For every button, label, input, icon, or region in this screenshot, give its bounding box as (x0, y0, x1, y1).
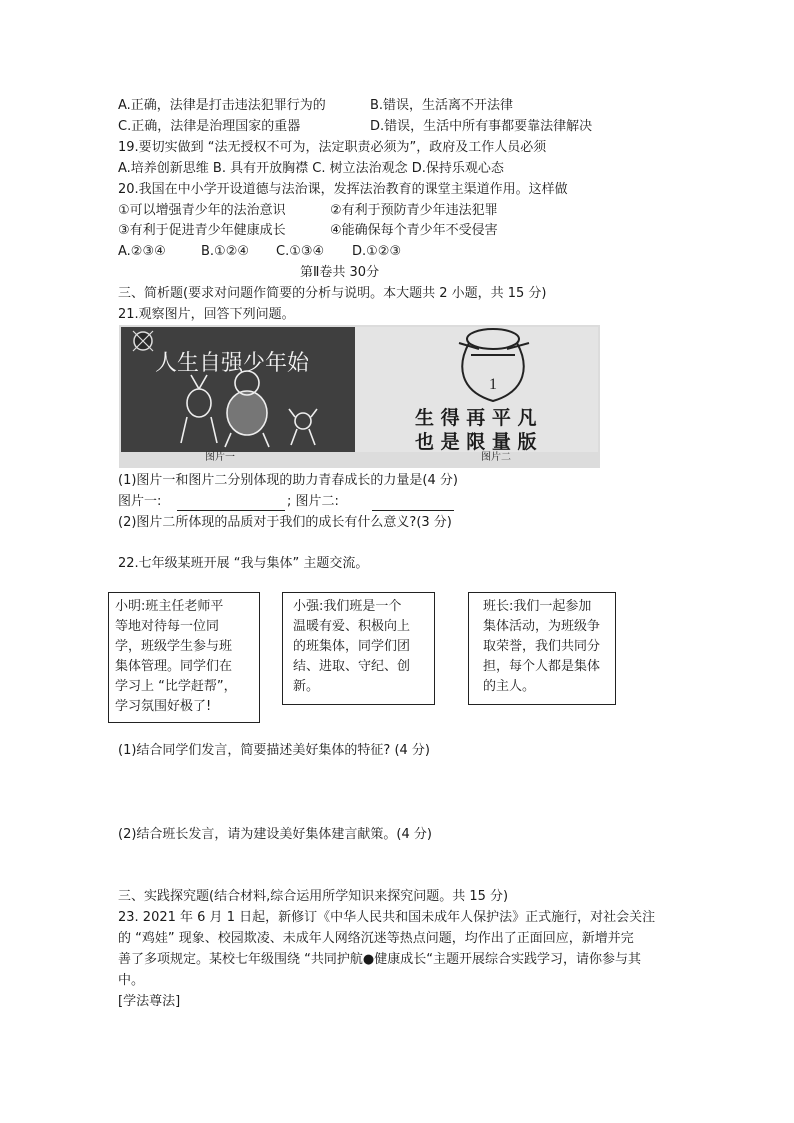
q20-choice-c: C.①③④ (276, 244, 325, 259)
q20-choice-b: B.①②④ (201, 244, 250, 259)
q23-line3: 善了多项规定。某校七年级围绕 “共同护航●健康成长“主题开展综合实践学习，请你参与其 (118, 952, 641, 967)
q23-line2: 的 “鸡娃” 现象、校园欺凌、未成年人网络沉迷等热点问题，均作出了正面回应，新增并完 (118, 931, 634, 946)
q21-blank2-label: ; 图片二: (287, 494, 339, 509)
picture2-line1: 生 得 再 平 凡 (415, 407, 537, 429)
section3b-title: 三、实践探究题(结合材料,综合运用所学知识来探究问题。共 15 分) (118, 889, 509, 904)
q21-stem: 21.观察图片，回答下列问题。 (118, 307, 295, 322)
q21-blank2[interactable] (372, 493, 454, 511)
q19-options: A.培养创新思维 B. 具有开放胸襟 C. 树立法治观念 D.保持乐观心态 (118, 161, 504, 176)
q20-choice-d: D.①②③ (352, 244, 402, 259)
q22-box-monitor: 班长:我们一起参加 集体活动，为班级争 取荣誉，我们共同分 担，每个人都是集体 的主人。 (468, 592, 616, 705)
part2-title: 第Ⅱ卷共 30分 (300, 265, 380, 280)
q23-line1: 23. 2021 年 6 月 1 日起，新修订《中华人民共和国未成年人保护法》正式施行，对社会关注 (118, 910, 656, 925)
q18-option-c: C.正确，法律是治理国家的重器 (118, 119, 301, 134)
q18-option-b: B.错误，生活离不开法律 (370, 98, 514, 113)
q20-item-1: ①可以增强青少年的法治意识 (118, 203, 286, 218)
q18-option-d: D.错误，生活中所有事都要靠法律解决 (370, 119, 593, 134)
q21-sub2: (2)图片二所体现的品质对于我们的成长有什么意义?(3 分) (118, 515, 452, 530)
picture1-slogan: 人生自强少年始 (155, 351, 310, 376)
q22-box-xiaoming: 小明:班主任老师平 等地对待每一位同 学，班级学生参与班 集体管理。同学们在 学习上 “比学赶帮”， 学习氛围好极了! (108, 592, 260, 723)
q21-sub1: (1)图片一和图片二分别体现的助力青春成长的力量是(4 分) (118, 473, 458, 488)
q20-item-2: ②有利于预防青少年违法犯罪 (330, 203, 498, 218)
q20-choice-a: A.②③④ (118, 244, 166, 259)
q21-blank1-label: 图片一: (118, 494, 162, 509)
q20-item-4: ④能确保每个青少年不受侵害 (330, 223, 498, 238)
picture2-caption: 图片二 (481, 452, 511, 463)
q21-picture (119, 325, 600, 468)
q19-stem: 19.要切实做到 “法无授权不可为，法定职责必须为”，政府及工作人员必须 (118, 140, 547, 155)
q23-line4: 中。 (118, 973, 145, 988)
q20-item-3: ③有利于促进青少年健康成长 (118, 223, 286, 238)
q22-box-xiaoqiang: 小强:我们班是一个 温暖有爱、积极向上 的班集体，同学们团 结、进取、守纪、创 新。 (282, 592, 435, 705)
section3-title: 三、简析题(要求对问题作简要的分析与说明。本大题共 2 小题，共 15 分) (118, 286, 547, 301)
sparkle-icon (133, 331, 153, 351)
q21-blank1[interactable] (177, 493, 285, 511)
q23-tag: [学法尊法] (118, 994, 181, 1009)
q22-sub1: (1)结合同学们发言，简要描述美好集体的特征? (4 分) (118, 743, 430, 758)
q18-option-a: A.正确，法律是打击违法犯罪行为的 (118, 98, 326, 113)
picture1-caption: 图片一 (205, 452, 235, 463)
q20-stem: 20.我国在中小学开设道德与法治课，发挥法治教育的课堂主渠道作用。这样做 (118, 182, 568, 197)
q22-sub2: (2)结合班长发言，请为建设美好集体建言献策。(4 分) (118, 827, 432, 842)
q22-stem: 22.七年级某班开展 “我与集体” 主题交流。 (118, 556, 369, 571)
picture2-line2: 也 是 限 量 版 (415, 431, 537, 453)
svg-text:1: 1 (489, 376, 497, 393)
